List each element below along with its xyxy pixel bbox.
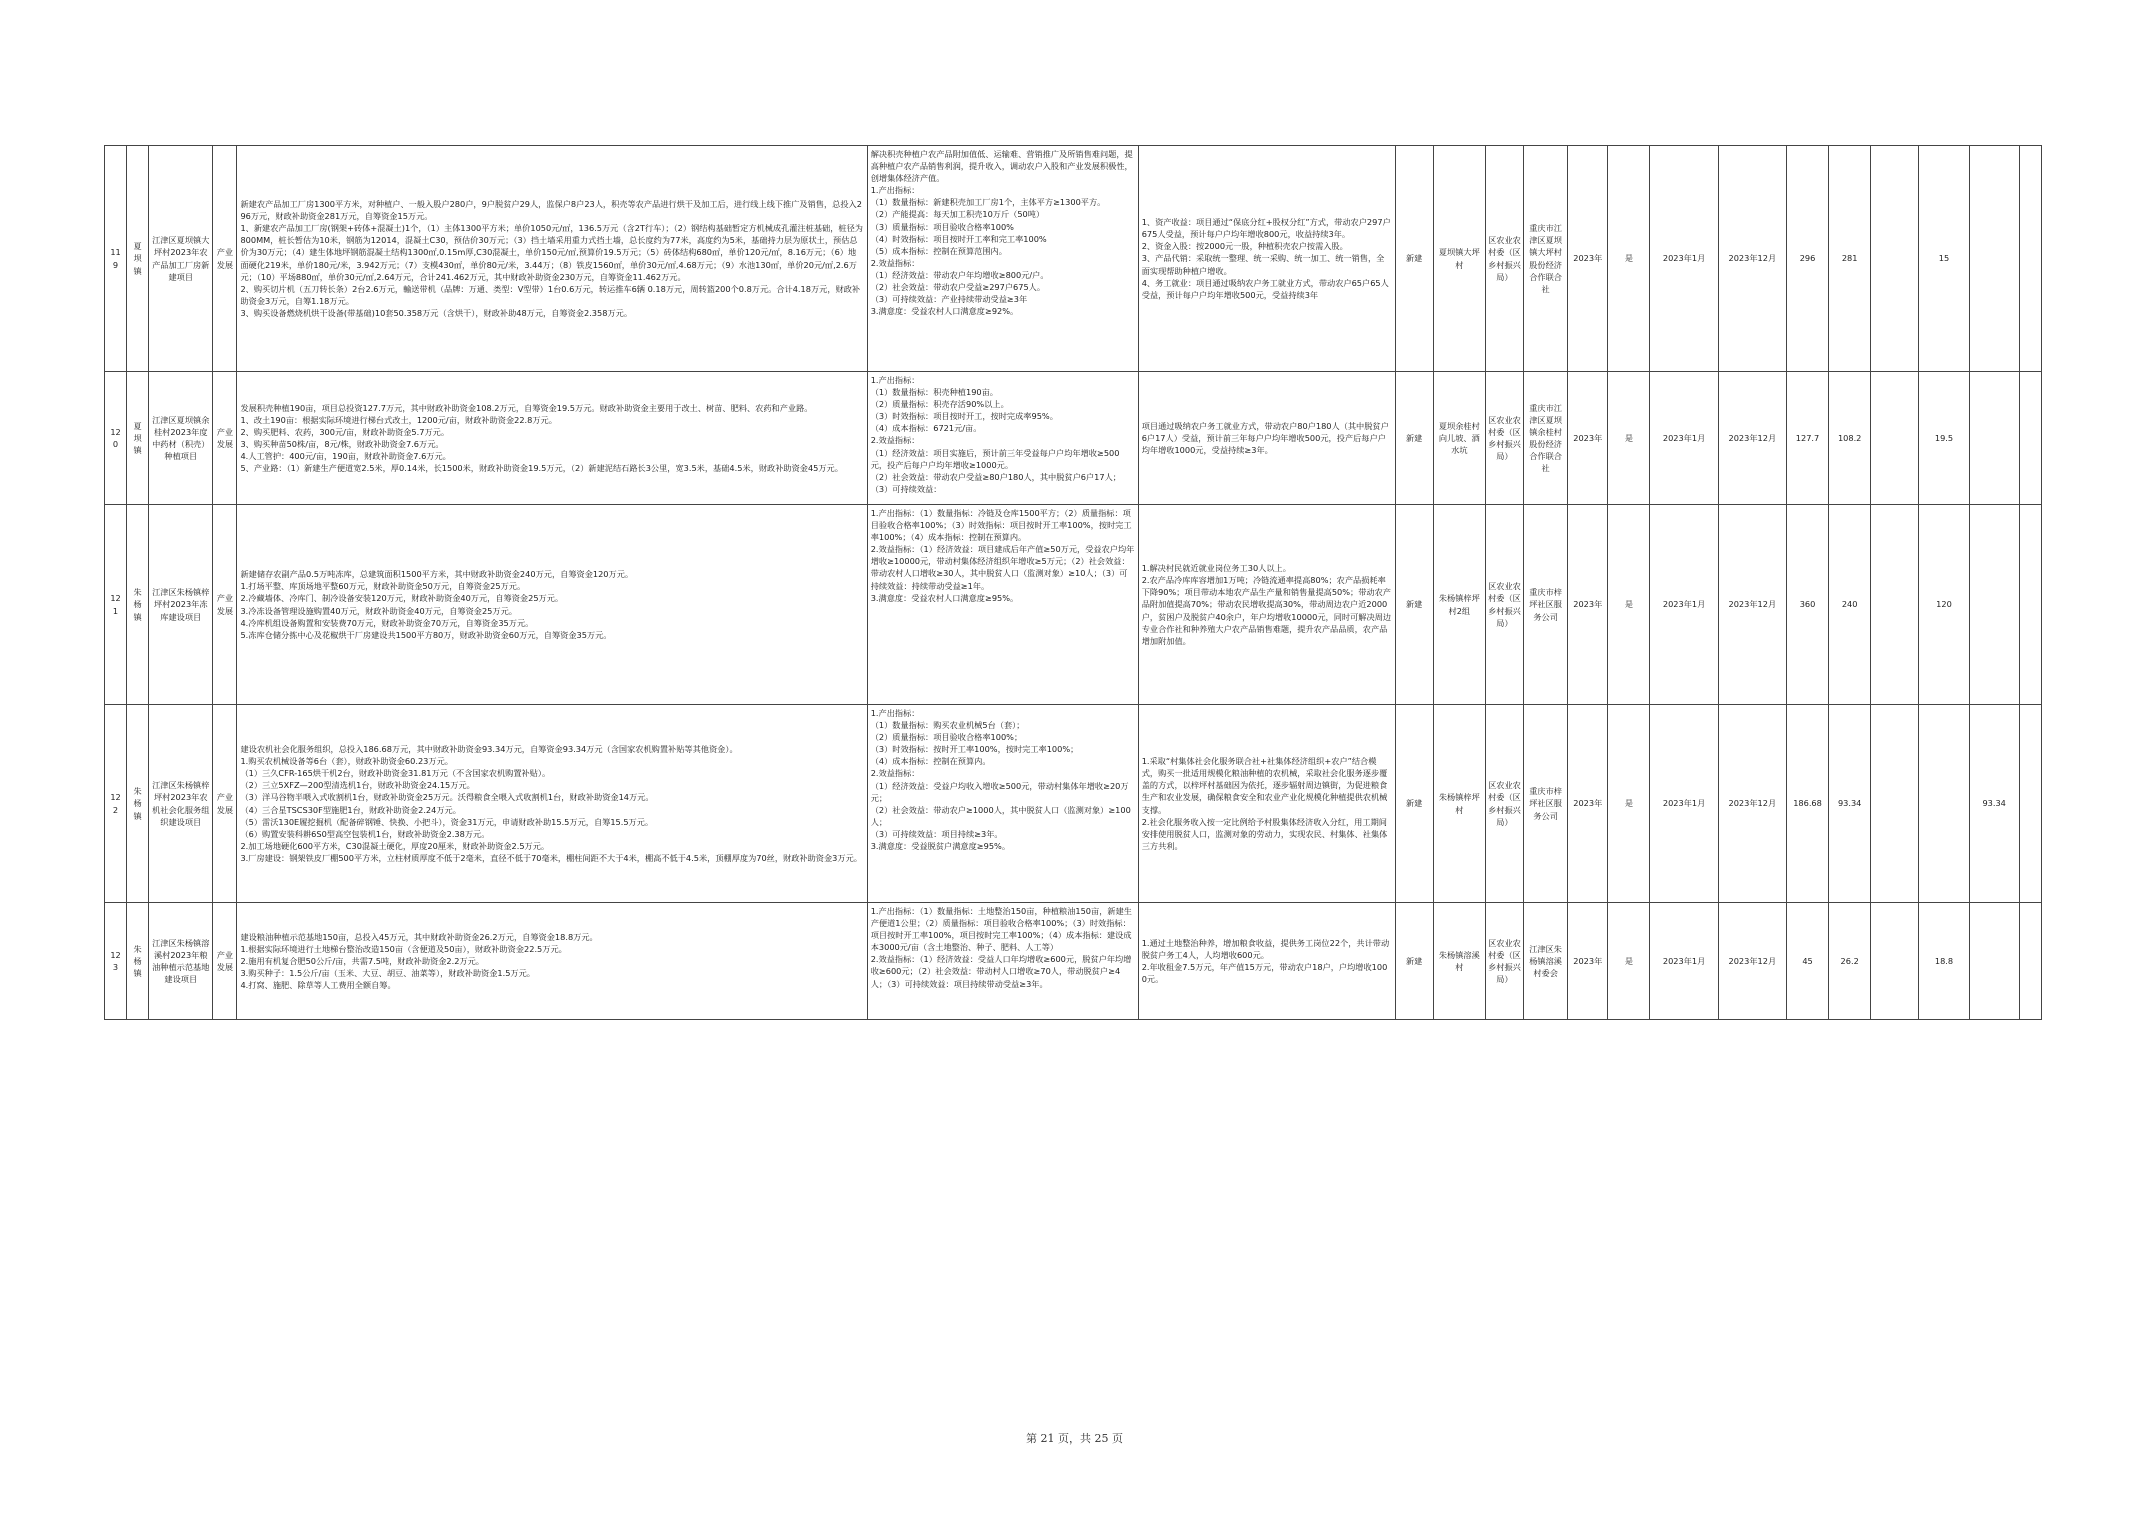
flag-cell: 是 [1608, 505, 1650, 705]
other-funds-cell [1969, 903, 2019, 1020]
project-type-cell: 产业发展 [213, 505, 237, 705]
build-status-cell: 新建 [1395, 505, 1433, 705]
department-cell: 区农业农村委（区乡村振兴局） [1485, 705, 1523, 903]
flag-cell: 是 [1608, 705, 1650, 903]
extra-fund-1-cell [1871, 505, 1919, 705]
end-date-cell: 2023年12月 [1718, 903, 1786, 1020]
construction-content-cell: 建设粮油种植示范基地150亩，总投入45万元，其中财政补助资金26.2万元，自筹资金18.8万元。 1.根据实际环境进行土地梯台整治改造150亩（含便道及50亩），财政补助资金22.5万元。 2.施用有机复合肥50公斤/亩，共需7.5吨，财政补助资金2.2万元。 3.购买种子：1.5公斤/亩（玉米、大豆、胡豆、油菜等），财政补助资金1.5万元。 4.打窝、施肥、除草等人工费用全额自筹。 [237, 903, 867, 1020]
owner-cell: 江津区朱杨镇溶溪村委会 [1524, 903, 1568, 1020]
town-cell: 夏坝镇 [127, 372, 149, 505]
owner-cell: 重庆市江津区夏坝镇余桂村股份经济合作联合社 [1524, 372, 1568, 505]
end-date-cell: 2023年12月 [1718, 705, 1786, 903]
project-name-cell: 江津区夏坝镇余桂村2023年度中药材（积壳）种植项目 [149, 372, 213, 505]
self-raised-funds-cell: 120 [1919, 505, 1969, 705]
end-date-cell: 2023年12月 [1718, 372, 1786, 505]
other-funds-cell [1969, 505, 2019, 705]
table-row [105, 372, 2042, 505]
row-number: 119 [105, 146, 127, 372]
extra-fund-1-cell [1871, 146, 1919, 372]
benefit-mechanism-cell: 1.通过土地整治种养，增加粮食收益，提供务工岗位22个，共计带动脱贫户务工4人，人均增收600元。 2.年收租金7.5万元，年产值15万元，带动农户18户，户均增收1000元。 [1138, 903, 1395, 1020]
project-table-sheet [104, 145, 2042, 1020]
performance-goal-cell: 1.产出指标： （1）数量指标：购买农业机械5台（套）； （2）质量指标：项目验收合格率100%； （3）时效指标：按时开工率100%，按时完工率100%； （4）成本指标：控制在预算内。 2.效益指标： （1）经济效益：受益户均收入增收≥500元，带动村集体年增收≥20万元； （2）社会效益：带动农户≥1000人，其中脱贫人口（监测对象）≥100人； （3）可持续效益：项目持续≥3年。 3.满意度：受益脱贫户满意度≥95%。 [867, 705, 1138, 903]
extra-fund-1-cell [1871, 372, 1919, 505]
extra-fund-1-cell [1871, 903, 1919, 1020]
row-number: 123 [105, 903, 127, 1020]
benefit-mechanism-cell: 1.解决村民就近就业岗位务工30人以上。 2.农产品冷库库容增加1万吨；冷链流通率提高80%；农产品损耗率下降90%；项目带动本地农产品生产量和销售量提高50%；带动农产品附加值提高70%；带动农民增收提高30%，带动周边农户近2000户，贫困户及脱贫户40余户，年户均增收10000元，同时可解决周边专业合作社和种养殖大户农产品销售难题，提升农产品品质，农产品增加附加值。 [1138, 505, 1395, 705]
self-raised-funds-cell: 18.8 [1919, 903, 1969, 1020]
project-type-cell: 产业发展 [213, 372, 237, 505]
start-date-cell: 2023年1月 [1650, 705, 1718, 903]
year-cell: 2023年 [1568, 372, 1608, 505]
flag-cell: 是 [1608, 372, 1650, 505]
blank-cell [2019, 372, 2041, 505]
fiscal-funds-cell: 240 [1829, 505, 1871, 705]
performance-goal-cell: 1.产出指标：（1）数量指标：冷链及仓库1500平方；（2）质量指标：项目验收合格率100%；（3）时效指标：项目按时开工率100%，按时完工率100%；（4）成本指标：控制在预算内。 2.效益指标：（1）经济效益：项目建成后年产值≥50万元，受益农户均年增收≥10000元，带动村集体经济组织年增收≥5万元；（2）社会效益：带动农村人口增收≥30人，其中脱贫人口（监测对象）≥10人；（3）可持续效益：持续带动受益≥1年。 3.满意度：受益农村人口满意度≥95%。 [867, 505, 1138, 705]
owner-cell: 重庆市梓坪社区服务公司 [1524, 705, 1568, 903]
project-type-cell: 产业发展 [213, 146, 237, 372]
page-footer: 第 21 页，共 25 页 [1026, 1432, 1123, 1445]
year-cell: 2023年 [1568, 903, 1608, 1020]
build-status-cell: 新建 [1395, 705, 1433, 903]
performance-goal-cell: 1.产出指标： （1）数量指标：积壳种植190亩。 （2）质量指标：积壳存活90%以上。 （3）时效指标：项目按时开工，按时完成率95%。 （4）成本指标：6721元/亩。 2.效益指标： （1）经济效益：项目实施后，预计前三年受益每户户均年增收≥500元，投产后每户户均年增收≥1000元。 （2）社会效益：带动农户受益≥80户180人，其中脱贫户6户17人； （3）可持续效益： [867, 372, 1138, 505]
benefit-mechanism-cell: 1.采取“村集体社会化服务联合社+社集体经济组织+农户”结合模式，购买一批适用规模化粮油种植的农机械，采取社会化服务逐步覆盖的方式，以梓坪村基础因为依托，逐步辐射周边镇街，为促进粮食生产和农业发展，确保粮食安全和农业产业化规模化种植提供农机械支撑。 2.社会化服务收入按一定比例给予村股集体经济收入分红，用工期间安排使用脱贫人口，监测对象的劳动力，实现农民、村集体、社集体三方共利。 [1138, 705, 1395, 903]
project-type-cell: 产业发展 [213, 903, 237, 1020]
start-date-cell: 2023年1月 [1650, 146, 1718, 372]
self-raised-funds-cell [1919, 705, 1969, 903]
town-cell: 朱杨镇 [127, 505, 149, 705]
year-cell: 2023年 [1568, 146, 1608, 372]
blank-cell [2019, 146, 2041, 372]
construction-content-cell: 发展积壳种植190亩，项目总投资127.7万元，其中财政补助资金108.2万元，自筹资金19.5万元。财政补助资金主要用于改土、树苗、肥料、农药和产业路。 1、改土190亩：根据实际环境进行梯台式改土，1200元/亩，财政补助资金22.8万元。 2、购买肥料、农药，300元/亩，财政补助资金5.7万元。 3、购买种苗50株/亩，8元/株，财政补助资金7.6万元。 4.人工管护：400元/亩，190亩，财政补助资金7.6万元。 5、产业路：（1）新建生产便道宽2.5米，厚0.14米，长1500米，财政补助资金19.5万元，（2）新建泥结石路长3公里，宽3.5米，基础4.5米，财政补助资金45万元。 [237, 372, 867, 505]
location-cell: 夏坝镇大坪村 [1433, 146, 1485, 372]
table-row [105, 903, 2042, 1020]
performance-goal-cell: 解决积壳种植户农产品附加值低、运输难、营销推广及所销售难问题，提高种植户农产品销售利润，提升收入，调动农户入股和产业发展积极性，创增集体经济产值。 1.产出指标： （1）数量指标：新建积壳加工厂房1个，主体平方≥1300平方。 （2）产能提高：每天加工积壳10万斤（50吨） （3）质量指标：项目验收合格率100% （4）时效指标：项目按时开工率和完工率100% （5）成本指标：控制在预算范围内。 2.效益指标： （1）经济效益：带动农户年均增收≥800元/户。 （2）社会效益：带动农户受益≥297户675人。 （3）可持续效益：产业持续带动受益≥3年 3.满意度：受益农村人口满意度≥92%。 [867, 146, 1138, 372]
total-investment-cell: 45 [1786, 903, 1828, 1020]
flag-cell: 是 [1608, 903, 1650, 1020]
benefit-mechanism-cell: 1、资产收益：项目通过“保底分红+股权分红”方式，带动农户297户675人受益，预计每户户均年增收800元，收益持续3年。 2、资金入股：按2000元一股，种植积壳农户按需入股。 3、产品代销：采取统一整理、统一采购、统一加工、统一销售，全面实现帮助种植户增收。 4、务工就业：项目通过吸纳农户务工就业方式，带动农户65户65人受益，预计每户户均年增收500元，受益持续3年 [1138, 146, 1395, 372]
start-date-cell: 2023年1月 [1650, 505, 1718, 705]
location-cell: 朱杨镇梓坪村 [1433, 705, 1485, 903]
fiscal-funds-cell: 281 [1829, 146, 1871, 372]
blank-cell [2019, 705, 2041, 903]
location-cell: 夏坝余桂村向儿坡、酒水坑 [1433, 372, 1485, 505]
project-name-cell: 江津区夏坝镇大坪村2023年农产品加工厂房新建项目 [149, 146, 213, 372]
extra-fund-1-cell [1871, 705, 1919, 903]
end-date-cell: 2023年12月 [1718, 505, 1786, 705]
town-cell: 夏坝镇 [127, 146, 149, 372]
department-cell: 区农业农村委（区乡村振兴局） [1485, 146, 1523, 372]
year-cell: 2023年 [1568, 505, 1608, 705]
owner-cell: 重庆市江津区夏坝镇大坪村股份经济合作联合社 [1524, 146, 1568, 372]
self-raised-funds-cell: 19.5 [1919, 372, 1969, 505]
department-cell: 区农业农村委（区乡村振兴局） [1485, 903, 1523, 1020]
project-name-cell: 江津区朱杨镇梓坪村2023年冻库建设项目 [149, 505, 213, 705]
construction-content-cell: 新建农产品加工厂房1300平方米，对种植户、一般入股户280户，9户脱贫户29人，监保户8户23人，积壳等农产品进行烘干及加工后，进行线上线下推广及销售，总投入296万元，财政补助资金281万元，自筹资金15万元。 1、新建农产品加工厂房(钢架+砖体+混凝土)1个，（1）主体1300平方米；单价1050元/㎡，136.5万元（含2T行车）；（2）钢结构基础暂定方机械成孔灌注桩基础，桩径为800MM，桩长暂估为10米，钢筋为12014，混凝土C30，预估价30万元；（3）挡土墙采用重力式挡土墙，总长度约为77米，高度约为5米，基础持力层为原状土，预估总价为30万元；（4）建生体地坪钢筋混凝土结构1300㎡,0.15m厚,C30混凝土，单价150元/㎡,预算价19.5万元；（5）砖体结构680㎡，单价120元/㎡，8.16万元；（6）地面硬化219米，单价180元/米，3.942万元；（7）支模430㎡，单价80元/米，3.44万；（8）铁皮1560㎡，单价30元/㎡,4.68万元；（9）水池130㎡，单价20元/㎡,2.6万元；（10）平场880㎡，单价30元/㎡,2.64万元，合计241.462万元，其中财政补助资金230万元，自筹资金11.462万元。 2、购买切片机（五刀转长条）2台2.6万元，輸送带机（品牌：万通、类型：V型带）1台0.6万元，转运推车6辆 0.18万元，周转篮200个0.8万元。合计4.18万元，财政补助资金3万元，自筹1.18万元。 3、购买设备燃烧机烘干设备(带基础)10套50.358万元（含烘干），财政补助48万元，自筹资金2.358万元。 [237, 146, 867, 372]
construction-content-cell: 新建储存农副产品0.5万吨冻库，总建筑面积1500平方米，其中财政补助资金240万元，自筹资金120万元。 1.打场平整、库顶场地平整60万元，财政补助资金50万元，自筹资金25万元。 2.冷藏墙体、冷库门、制冷设备安装120万元，财政补助资金40万元，自筹资金25万元。 3.冷冻设备管理设施购置40万元，财政补助资金40万元，自筹资金25万元。 4.冷库机组设备购置和安装费70万元，财政补助资金70万元，自筹资金35万元。 5.冻库仓储分拣中心及花椒烘干厂房建设共1500平方80万，财政补助资金60万元，自筹资金35万元。 [237, 505, 867, 705]
construction-content-cell: 建设农机社会化服务组织，总投入186.68万元，其中财政补助资金93.34万元，自筹资金93.34万元（含国家农机购置补贴等其他资金）。 1.购买农机械设备等6台（套），财政补助资金60.23万元。 （1）三久CFR-165烘干机2台，财政补助资金31.81万元（不含国家农机购置补贴）。 （2）三立5XFZ—200型清选机1台，财政补助资金24.15万元。 （3）洋马谷物半喂入式收割机1台，财政补助资金25万元。沃得粮食全喂入式收割机1台，财政补助资金14万元。 （4）三合星TSCS30F型施肥1台，财政补助资金2.24万元。 （5）雷沃130E履挖掘机（配备碎钢锤、快换、小把斗），资金31万元，申请财政补助15.5万元，自筹15.5万元。 （6）购置安装科耕6S0型高空包装机1台，财政补助资金2.38万元。 2.加工场地硬化600平方米，C30混凝土硬化，厚度20厘米，财政补助资金2.5万元。 3.厂房建设：钢架铁皮厂棚500平方米，立柱材质厚度不低于2毫米，直径不低于70毫米，棚柱间距不大于4米，棚高不低于4.5米，顶棚厚度为70丝，财政补助资金3万元。 [237, 705, 867, 903]
table-row [105, 505, 2042, 705]
fiscal-funds-cell: 93.34 [1829, 705, 1871, 903]
start-date-cell: 2023年1月 [1650, 372, 1718, 505]
end-date-cell: 2023年12月 [1718, 146, 1786, 372]
flag-cell: 是 [1608, 146, 1650, 372]
row-number: 121 [105, 505, 127, 705]
build-status-cell: 新建 [1395, 903, 1433, 1020]
total-investment-cell: 127.7 [1786, 372, 1828, 505]
location-cell: 朱杨镇梓坪村2组 [1433, 505, 1485, 705]
row-number: 122 [105, 705, 127, 903]
build-status-cell: 新建 [1395, 146, 1433, 372]
start-date-cell: 2023年1月 [1650, 903, 1718, 1020]
blank-cell [2019, 903, 2041, 1020]
town-cell: 朱杨镇 [127, 903, 149, 1020]
performance-goal-cell: 1.产出指标：（1）数量指标：土地整治150亩，种植粮油150亩，新建生产便道1公里；（2）质量指标：项目验收合格率100%；（3）时效指标：项目按时开工率100%，项目按时完工率100%；（4）成本指标：建设成本3000元/亩（含土地整治、种子、肥料、人工等） 2.效益指标：（1）经济效益：受益人口年均增收≥600元，脱贫户年均增收≥600元；（2）社会效益：带动村人口增收≥70人，带动脱贫户≥4人；（3）可持续效益：项目持续带动受益≥3年。 [867, 903, 1138, 1020]
owner-cell: 重庆市梓坪社区服务公司 [1524, 505, 1568, 705]
table-body [105, 146, 2042, 1020]
total-investment-cell: 360 [1786, 505, 1828, 705]
total-investment-cell: 186.68 [1786, 705, 1828, 903]
table-row [105, 146, 2042, 372]
fiscal-funds-cell: 26.2 [1829, 903, 1871, 1020]
row-number: 120 [105, 372, 127, 505]
total-investment-cell: 296 [1786, 146, 1828, 372]
location-cell: 朱杨镇溶溪村 [1433, 903, 1485, 1020]
town-cell: 朱杨镇 [127, 705, 149, 903]
project-name-cell: 江津区朱杨镇溶溪村2023年粮油种植示范基地建设项目 [149, 903, 213, 1020]
project-name-cell: 江津区朱杨镇梓坪村2023年农机社会化服务组织建设项目 [149, 705, 213, 903]
project-type-cell: 产业发展 [213, 705, 237, 903]
self-raised-funds-cell: 15 [1919, 146, 1969, 372]
department-cell: 区农业农村委（区乡村振兴局） [1485, 372, 1523, 505]
project-table [104, 145, 2042, 1020]
build-status-cell: 新建 [1395, 372, 1433, 505]
other-funds-cell [1969, 372, 2019, 505]
blank-cell [2019, 505, 2041, 705]
department-cell: 区农业农村委（区乡村振兴局） [1485, 505, 1523, 705]
other-funds-cell: 93.34 [1969, 705, 2019, 903]
benefit-mechanism-cell: 项目通过吸纳农户务工就业方式，带动农户80户180人（其中脱贫户6户17人）受益，预计前三年每户户均年增收500元，投产后每户户均年增收1000元，受益持续≥3年。 [1138, 372, 1395, 505]
table-row [105, 705, 2042, 903]
fiscal-funds-cell: 108.2 [1829, 372, 1871, 505]
year-cell: 2023年 [1568, 705, 1608, 903]
other-funds-cell [1969, 146, 2019, 372]
